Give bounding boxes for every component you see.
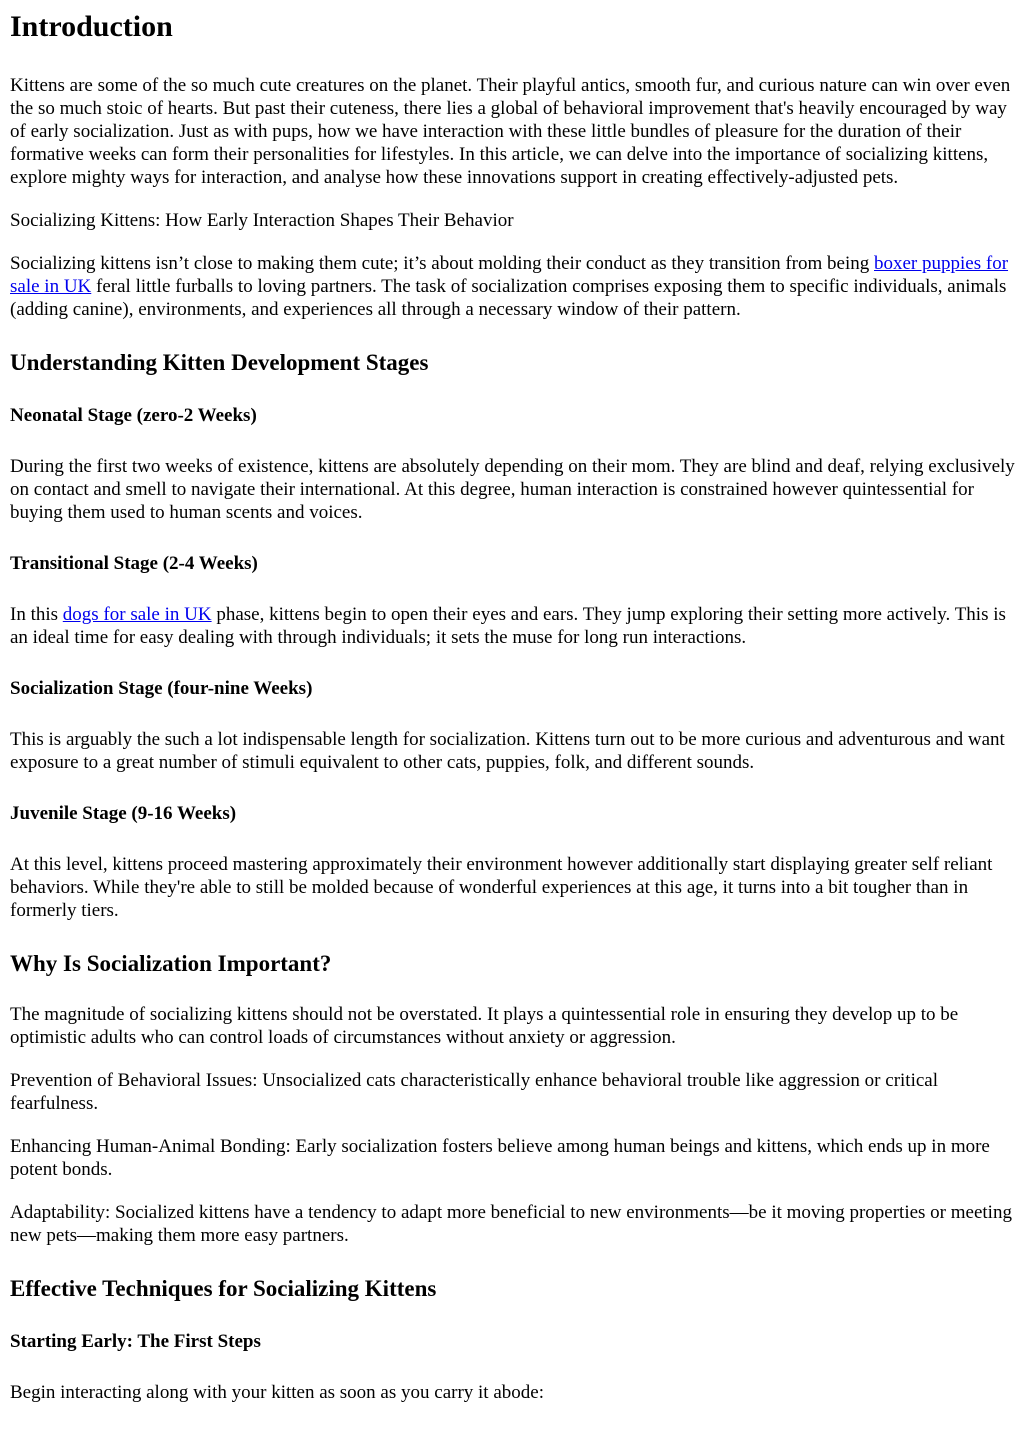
juvenile-stage-heading: Juvenile Stage (9-16 Weeks) xyxy=(10,803,237,824)
development-stages-heading: Understanding Kitten Development Stages xyxy=(10,350,429,375)
article-subtitle: Socializing Kittens: How Early Interaction Shapes Their Behavior xyxy=(10,210,514,231)
transitional-text-after: phase, kittens begin to open their eyes and ears. They jump exploring their setting more actively. This is an ideal time for easy dealing with through individuals; it sets the muse for long run interactions. xyxy=(10,604,1006,648)
transitional-stage-paragraph xyxy=(10,603,1016,649)
adaptability-paragraph: Adaptability: Socialized kittens have a tendency to adapt more beneficial to new environments—be it moving properties or meeting new pets—making them more easy partners. xyxy=(10,1202,1012,1246)
dogs-for-sale-link[interactable]: dogs for sale in UK xyxy=(62,604,212,625)
intro-paragraph: Kittens are some of the so much cute creatures on the planet. Their playful antics, smooth fur, and curious nature can win over even the so much stoic of hearts. But past their cuteness, there lies a global of behavioral improvement that's heavily encouraged by way of early socialization. Just as with pups, how we have interaction with these little bundles of pleasure for the duration of their formative weeks can form their personalities for lifestyles. In this article, we can delve into the importance of socializing kittens, explore mighty ways for interaction, and analyse how these innovations support in creating effectively-adjusted pets. xyxy=(10,75,1011,188)
socialization-stage-paragraph: This is arguably the such a lot indispensable length for socialization. Kittens turn out to be more curious and adventurous and want exposure to a great number of stimuli equivalent to other cats, puppies, folk, and different sounds. xyxy=(10,729,1005,773)
page-title: Introduction xyxy=(10,10,173,43)
bonding-paragraph: Enhancing Human-Animal Bonding: Early socialization fosters believe among human beings and kittens, which ends up in more potent bonds. xyxy=(10,1136,990,1180)
importance-heading: Why Is Socialization Important? xyxy=(10,951,332,976)
importance-paragraph: The magnitude of socializing kittens should not be overstated. It plays a quintessential role in ensuring they develop up to be optimistic adults who can control loads of circumstances without anxiety or aggression. xyxy=(10,1004,959,1048)
boxer-puppies-link[interactable]: boxer puppies for sale in UK xyxy=(10,253,1009,297)
starting-early-heading: Starting Early: The First Steps xyxy=(10,1331,261,1352)
techniques-heading: Effective Techniques for Socializing Kittens xyxy=(10,1276,437,1301)
article-page xyxy=(0,10,1024,1404)
transitional-stage-heading: Transitional Stage (2-4 Weeks) xyxy=(10,553,258,574)
socializing-paragraph xyxy=(10,252,1016,321)
neonatal-stage-heading: Neonatal Stage (zero-2 Weeks) xyxy=(10,405,257,426)
socializing-text-after: feral little furballs to loving partners. The task of socialization comprises exposing them to specific individuals, animals (adding canine), environments, and experiences all through a necessary window of their pattern. xyxy=(10,276,1007,320)
neonatal-stage-paragraph: During the first two weeks of existence, kittens are absolutely depending on their mom. They are blind and deaf, relying exclusively on contact and smell to navigate their international. At this degree, human interaction is constrained however quintessential for buying them used to human scents and voices. xyxy=(10,456,1015,523)
prevention-paragraph: Prevention of Behavioral Issues: Unsocialized cats characteristically enhance behavioral trouble like aggression or critical fearfulness. xyxy=(10,1070,939,1114)
socializing-text-before: Socializing kittens isn’t close to making them cute; it’s about molding their conduct as they transition from being xyxy=(10,253,874,274)
socialization-stage-heading: Socialization Stage (four-nine Weeks) xyxy=(10,678,313,699)
starting-early-paragraph: Begin interacting along with your kitten as soon as you carry it abode: xyxy=(10,1382,544,1403)
juvenile-stage-paragraph: At this level, kittens proceed mastering approximately their environment however additionally start displaying greater self reliant behaviors. While they're able to still be molded because of wonderful experiences at this age, it turns into a bit tougher than in formerly tiers. xyxy=(10,854,993,921)
transitional-text-before: In this xyxy=(10,604,63,625)
